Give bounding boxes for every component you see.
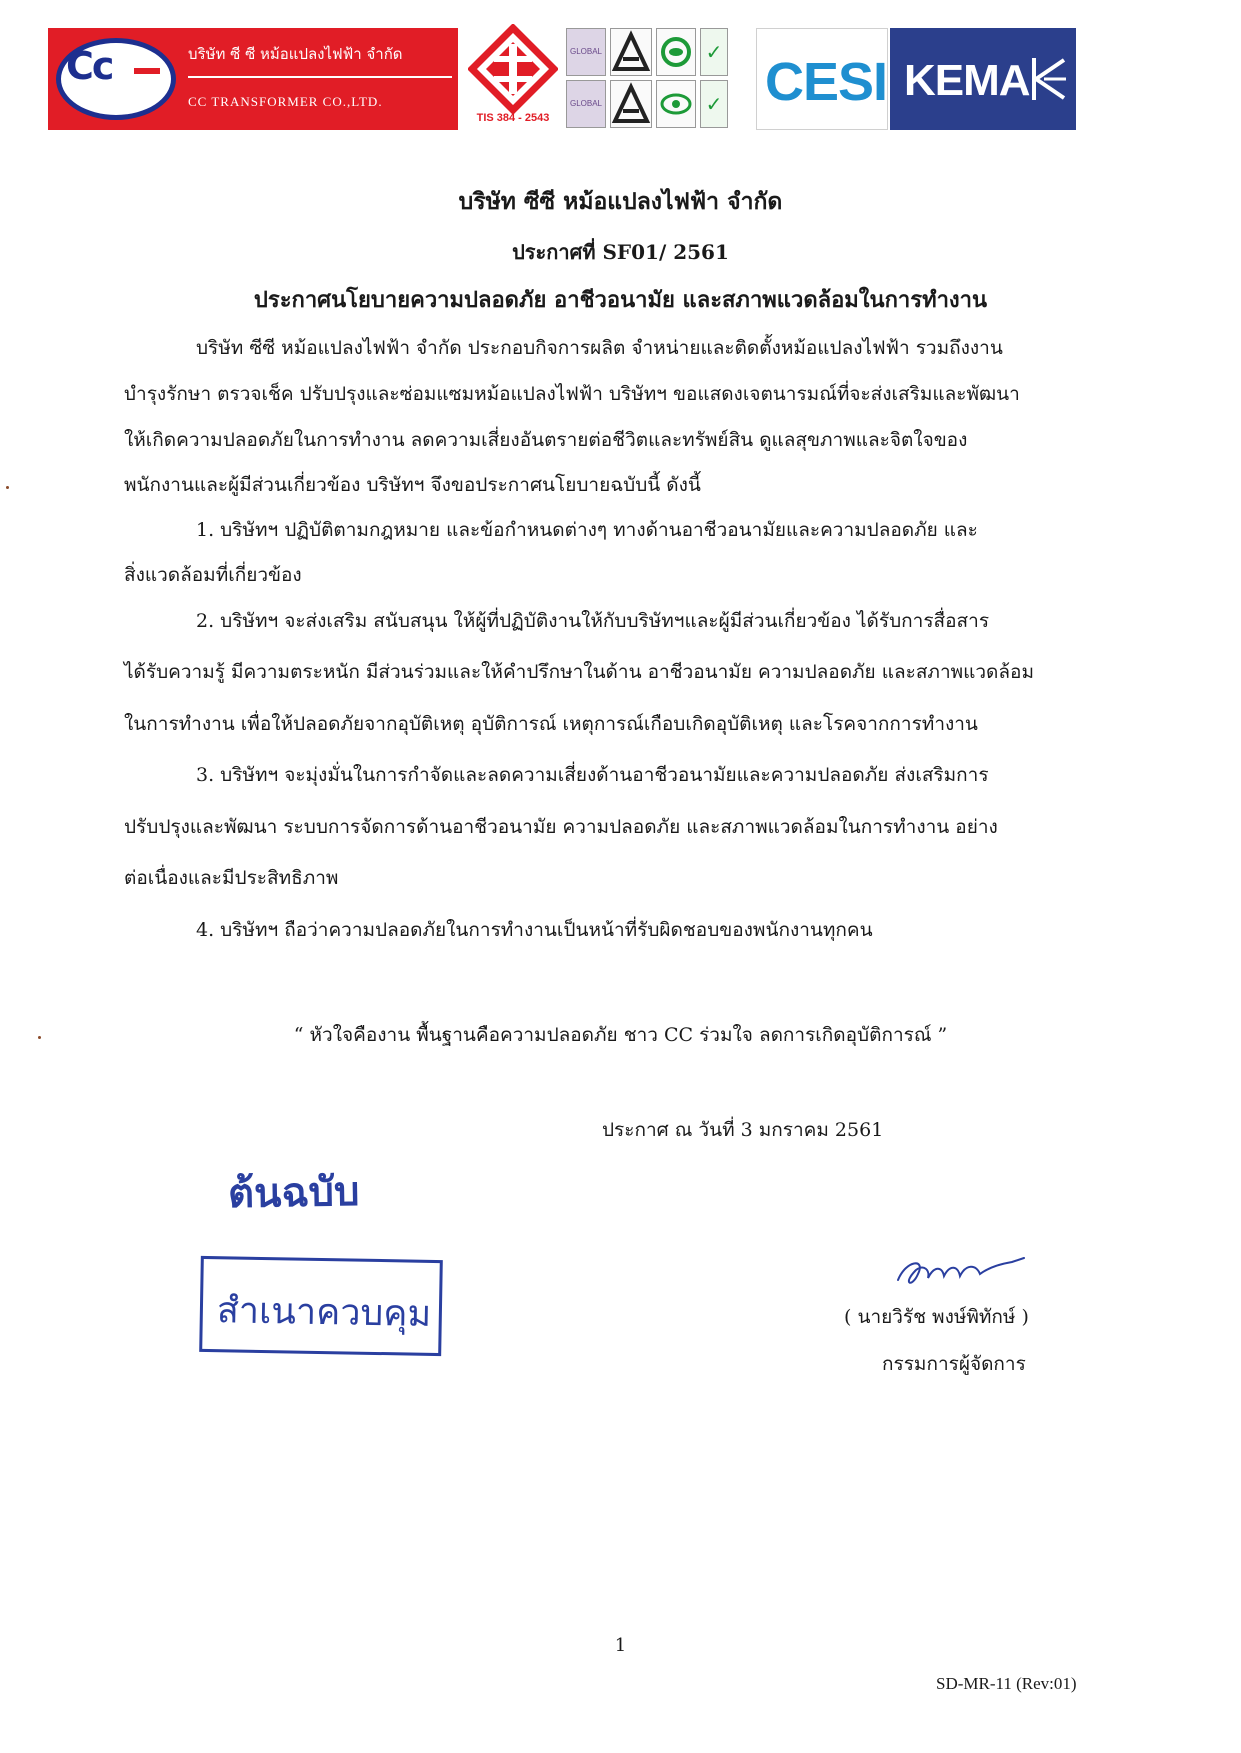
policy-item-4-line: 4. บริษัทฯ ถือว่าความปลอดภัยในการทำงานเป็นหน้าที่รับผิดชอบของพนักงานทุกคน: [196, 919, 873, 941]
intro-line: พนักงานและผู้มีส่วนเกี่ยวข้อง บริษัทฯ จึงขอประกาศนโยบายฉบับนี้ ดังนี้: [124, 474, 701, 496]
cc-logo-text: Cc: [66, 44, 113, 88]
policy-item-2-line: ได้รับความรู้ มีความตระหนัก มีส่วนร่วมและให้คำปรึกษาในด้าน อาชีวอนามัย ความปลอดภัย และสภาพแวดล้อม: [124, 661, 1034, 683]
check-cert-icon: ✓: [700, 28, 728, 76]
certification-logos: [566, 28, 742, 130]
intro-line: ให้เกิดความปลอดภัยในการทำงาน ลดความเสี่ยงอันตรายต่อชีวิตและทรัพย์สิน ดูแลสุขภาพและจิตใจของ: [124, 429, 968, 451]
eye-cert-icon: [656, 80, 696, 128]
cc-company-banner: [48, 28, 458, 130]
company-title: บริษัท ซีซี หม้อแปลงไฟฟ้า จำกัด: [458, 188, 783, 215]
scan-speck: [38, 1036, 41, 1039]
global-cert-icon: GLOBAL: [566, 80, 606, 128]
signature-icon: [888, 1240, 1038, 1300]
policy-item-2-line: ในการทำงาน เพื่อให้ปลอดภัยจากอุบัติเหตุ อุบัติการณ์ เหตุการณ์เกือบเกิดอุบัติเหตุ และโรคจากการทำงาน: [124, 713, 978, 735]
company-name-th: บริษัท ซี ซี หม้อแปลงไฟฟ้า จำกัด: [188, 45, 403, 63]
signer-position: กรรมการผู้จัดการ: [882, 1353, 1026, 1375]
tis-mark-icon: [468, 24, 558, 114]
policy-item-2-line: 2. บริษัทฯ จะส่งเสริม สนับสนุน ให้ผู้ที่ปฏิบัติงานให้กับบริษัทฯและผู้มีส่วนเกี่ยวข้อง ได้รับการสื่อสาร: [196, 610, 990, 632]
policy-item-3-line: 3. บริษัทฯ จะมุ่งมั่นในการกำจัดและลดความเสี่ยงด้านอาชีวอนามัยและความปลอดภัย ส่งเสริมการ: [196, 764, 989, 786]
policy-item-1-line: สิ่งแวดล้อมที่เกี่ยวข้อง: [124, 564, 302, 586]
banner-divider: [188, 76, 452, 78]
intro-line: บำรุงรักษา ตรวจเช็ค ปรับปรุงและซ่อมแซมหม้อแปลงไฟฟ้า บริษัทฯ ขอแสดงเจตนารมณ์ที่จะส่งเสริมและพัฒนา: [124, 383, 1020, 405]
policy-item-3-line: ปรับปรุงและพัฒนา ระบบการจัดการด้านอาชีวอนามัย ความปลอดภัย และสภาพแวดล้อมในการทำงาน อย่าง: [124, 816, 998, 838]
announcement-date: ประกาศ ณ วันที่ 3 มกราคม 2561: [602, 1119, 884, 1141]
kema-symbol-icon: [1030, 54, 1070, 104]
a-cert-icon: [610, 28, 652, 76]
safety-slogan: “ หัวใจคืองาน พื้นฐานคือความปลอดภัย ชาว CC ร่วมใจ ลดการเกิดอุบัติการณ์ ”: [293, 1024, 948, 1046]
cc-logo-dash: [134, 68, 160, 74]
intro-line: บริษัท ซีซี หม้อแปลงไฟฟ้า จำกัด ประกอบกิจการผลิต จำหน่ายและติดตั้งหม้อแปลงไฟฟ้า รวมถึงงาน: [196, 337, 1003, 359]
page-number: 1: [614, 1635, 627, 1656]
document-code: SD-MR-11 (Rev:01): [936, 1674, 1077, 1693]
policy-item-1-line: 1. บริษัทฯ ปฏิบัติตามกฎหมาย และข้อกำหนดต่างๆ ทางด้านอาชีวอนามัยและความปลอดภัย และ: [196, 519, 978, 541]
signer-name: ( นายวิรัช พงษ์พิทักษ์ ): [844, 1306, 1029, 1328]
policy-item-3-line: ต่อเนื่องและมีประสิทธิภาพ: [124, 867, 339, 889]
kema-logo: [890, 28, 1076, 130]
scan-speck: [6, 486, 9, 489]
controlled-copy-stamp-text: สำเนาควบคุม: [216, 1290, 432, 1335]
kema-label: KEMA: [904, 56, 1030, 105]
cesi-label: CESI: [765, 52, 888, 112]
global-cert-icon: GLOBAL: [566, 28, 606, 76]
tis-standard-label: TIS 384 - 2543: [476, 112, 550, 124]
check-cert-icon: ✓: [700, 80, 728, 128]
original-copy-stamp: ต้นฉบับ: [227, 1168, 360, 1218]
a-cert-icon: [610, 80, 652, 128]
tis-mark: [468, 24, 558, 132]
policy-title: ประกาศนโยบายความปลอดภัย อาชีวอนามัย และสภาพแวดล้อมในการทำงาน: [253, 287, 988, 313]
announcement-number: ประกาศที่ SF01/ 2561: [512, 240, 729, 264]
cesi-logo: [756, 28, 888, 130]
company-name-en: CC TRANSFORMER CO.,LTD.: [188, 94, 383, 109]
eye-cert-icon: [656, 28, 696, 76]
letterhead: [48, 24, 1142, 132]
controlled-copy-stamp: [199, 1256, 443, 1356]
